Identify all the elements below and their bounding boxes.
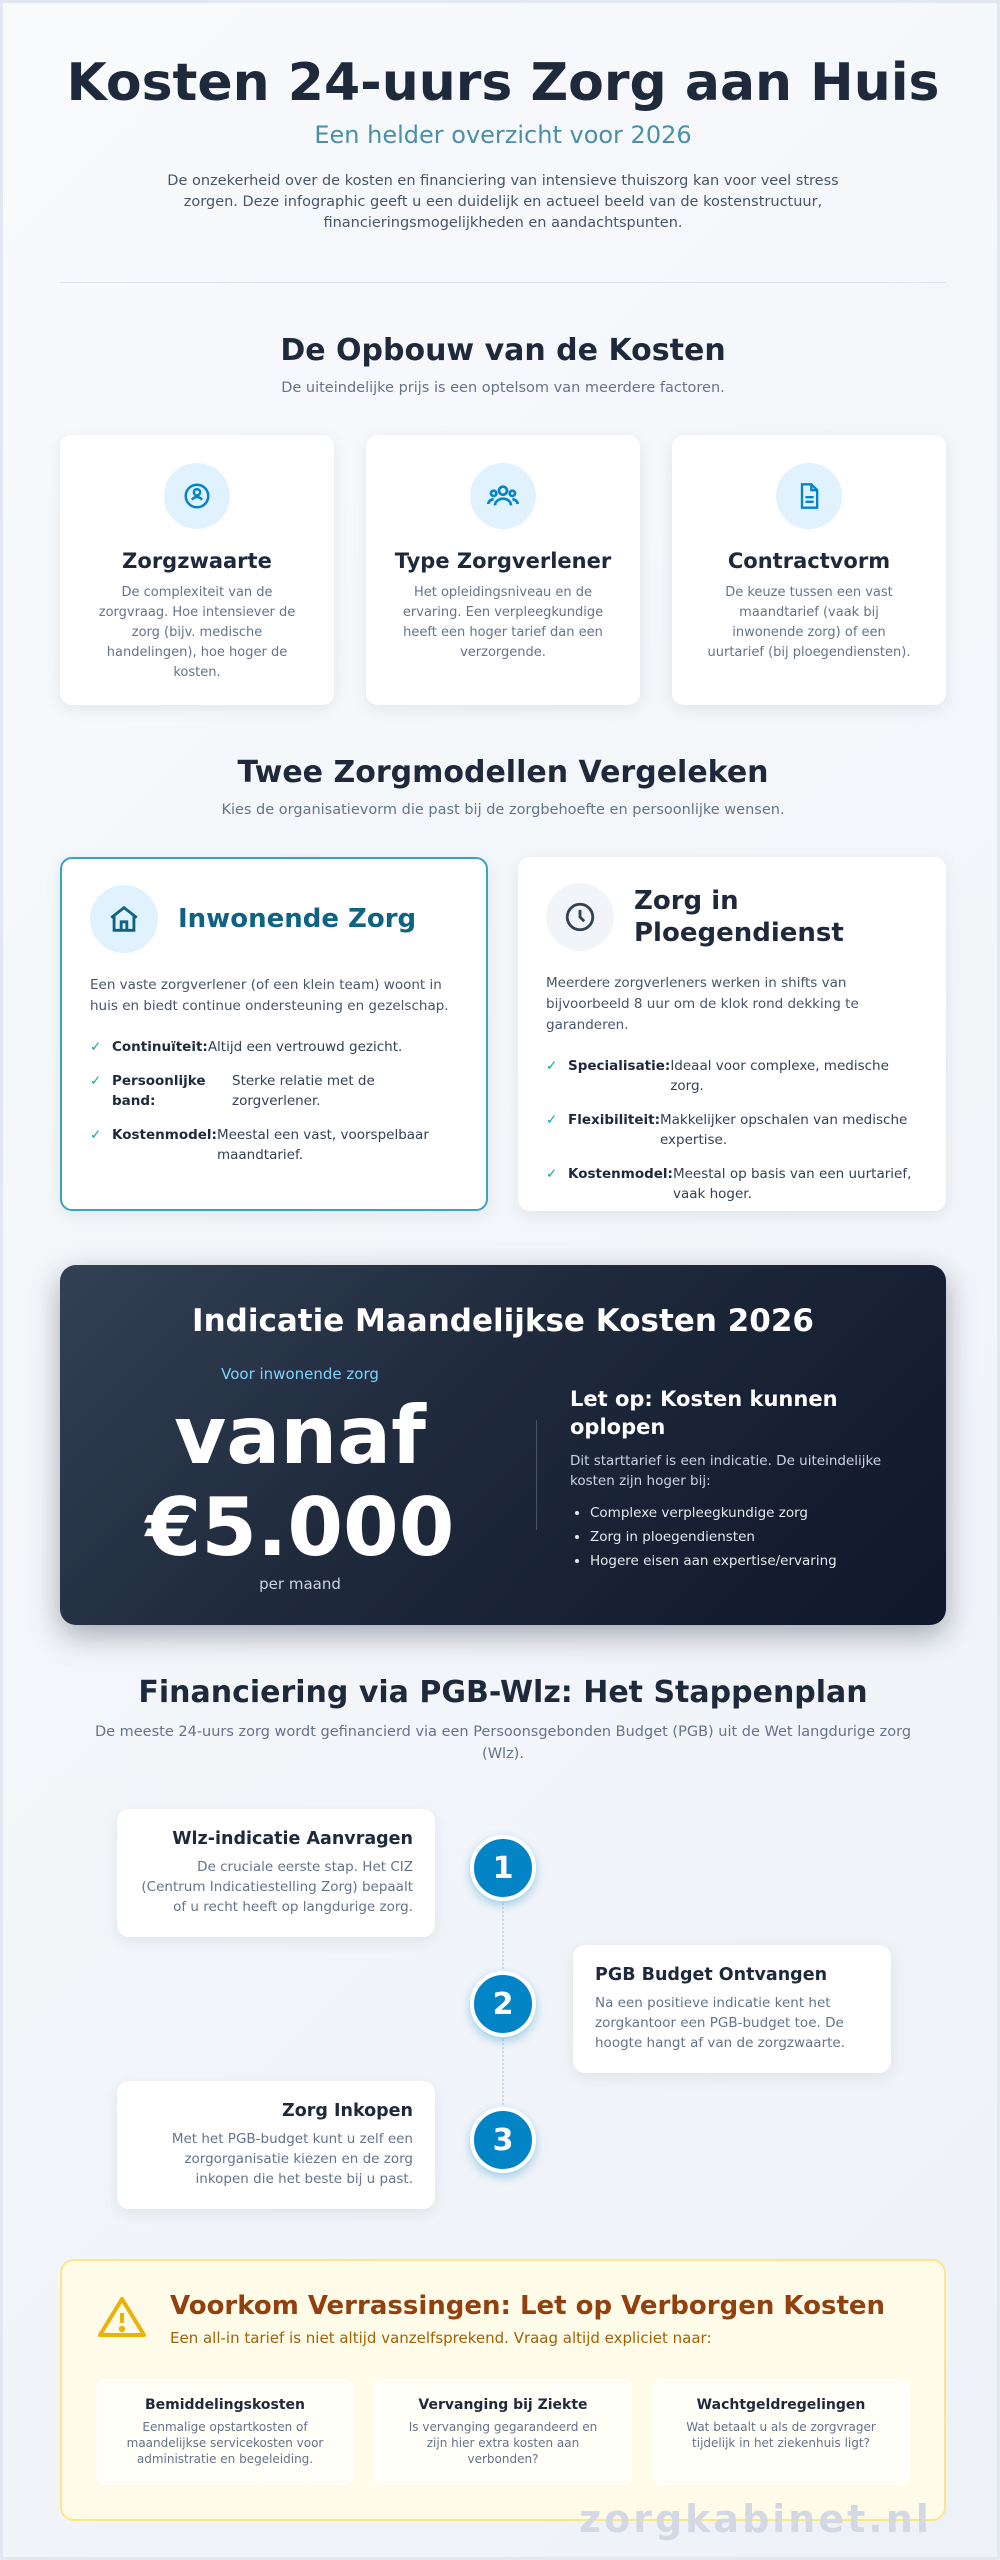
feature-value: Meestal op basis van een uurtarief, vaak hoger. [672, 1166, 912, 1202]
model-desc: Meerdere zorgverleners werken in shifts van bijvoorbeeld 8 uur om de klok rond dekking te garanderen. [546, 975, 859, 1033]
hidden-cost-item [652, 2379, 910, 2485]
model-title: Zorg in Ploegendienst [634, 886, 844, 948]
hidden-cost-title: Vervanging bij Ziekte [418, 2397, 588, 2413]
cost-note-title: Let op: Kosten kunnen oplopen [570, 1387, 838, 1439]
feature-item [546, 1110, 918, 1150]
feature-key: Flexibiliteit: [568, 1112, 660, 1128]
model-card-ploegendienst [518, 857, 946, 1211]
price-label: Voor inwonende zorg [221, 1365, 379, 1383]
monthly-cost-title: Indicatie Maandelijkse Kosten 2026 [192, 1303, 814, 1339]
document-icon [776, 463, 842, 529]
feature-item [546, 1164, 918, 1204]
feature-key: Specialisatie: [568, 1058, 671, 1074]
monthly-cost-box [60, 1265, 946, 1625]
model-card-inwonend [60, 857, 488, 1211]
models-section-title: Twee Zorgmodellen Vergeleken [237, 755, 769, 790]
page-subtitle: Een helder overzicht voor 2026 [314, 121, 692, 149]
model-title: Inwonende Zorg [178, 904, 417, 934]
step-title: Zorg Inkopen [282, 2101, 413, 2121]
cost-card-title: Zorgzwaarte [122, 549, 272, 573]
cost-note [570, 1385, 910, 1573]
step-connector [502, 1899, 504, 1969]
models-section-subtitle: Kies de organisatievorm die past bij de zorgbehoefte en persoonlijke wensen. [221, 802, 785, 818]
cost-section-title: De Opbouw van de Kosten [280, 333, 726, 368]
hidden-cost-text: Wat betaalt u als de zorgvrager tijdelijk in het ziekenhuis ligt? [686, 2420, 876, 2450]
cost-card-title: Contractvorm [727, 549, 891, 573]
feature-value: Ideaal voor complexe, medische zorg. [670, 1058, 889, 1094]
users-group-icon [470, 463, 536, 529]
list-item: • Complexe verpleegkundige zorg [590, 1501, 910, 1525]
model-desc: Een vaste zorgverlener (of een klein team) woont in huis en biedt continue ondersteuning en gezelschap. [90, 977, 449, 1014]
step-card-2 [573, 1945, 891, 2073]
step-number-2: 2 [470, 1971, 536, 2037]
cost-card-text: De keuze tussen een vast maandtarief (vaak bij inwonende zorg) of een uurtarief (bij ploegendiensten). [707, 585, 911, 660]
home-icon [90, 885, 158, 953]
feature-item [90, 1125, 458, 1165]
feature-value: Meestal een vast, voorspelbaar maandtarief. [216, 1127, 429, 1163]
hidden-costs-box [60, 2259, 946, 2521]
hidden-cost-item [96, 2379, 354, 2485]
check-icon: ✓ [90, 1127, 102, 1143]
price-value: €5.000 [145, 1481, 455, 1574]
price-prefix: vanaf [174, 1389, 426, 1482]
feature-value: Makkelijker opschalen van medische expertise. [659, 1112, 908, 1148]
hidden-cost-text: Eenmalige opstartkosten of maandelijkse servicekosten voor administratie en begeleiding. [126, 2420, 324, 2466]
cost-card-text: De complexiteit van de zorgvraag. Hoe intensiever de zorg (bijv. medische handelingen), hoe hoger de kosten. [98, 585, 296, 680]
check-icon: ✓ [546, 1058, 558, 1074]
cost-card-zorgzwaarte [60, 435, 334, 705]
divider [536, 1420, 537, 1530]
warning-icon [98, 2295, 146, 2343]
hidden-costs-subtitle: Een all-in tarief is niet altijd vanzelfsprekend. Vraag altijd expliciet naar: [170, 2329, 712, 2347]
divider [60, 282, 946, 283]
financing-section-subtitle: De meeste 24-uurs zorg wordt gefinancierd via een Persoonsgebonden Budget (PGB) uit de Wet langdurige zorg (Wlz). [94, 1724, 912, 1762]
cost-card-title: Type Zorgverlener [394, 549, 612, 573]
check-icon: ✓ [90, 1039, 102, 1055]
list-item: • Hogere eisen aan expertise/ervaring [590, 1549, 910, 1573]
intro-text: De onzekerheid over de kosten en financiering van intensieve thuiszorg kan voor veel stress zorgen. Deze infographic geeft u een duidelijk en actueel beeld van de kostenstructuur, financieringsmogelijkheden en aandachtspunten. [167, 173, 839, 231]
hidden-cost-text: Is vervanging gegarandeerd en zijn hier extra kosten aan verbonden? [408, 2420, 598, 2466]
price-block [100, 1365, 500, 1593]
step-title: PGB Budget Ontvangen [595, 1965, 828, 1985]
clock-icon [546, 883, 614, 951]
watermark: zorgkabinet.nl [579, 2497, 932, 2541]
hidden-cost-title: Wachtgeldregelingen [696, 2397, 866, 2413]
step-text: De cruciale eerste stap. Het CIZ (Centrum Indicatiestelling Zorg) bepaalt of u recht heeft op langdurige zorg. [141, 1859, 413, 1915]
step-card-1 [117, 1809, 435, 1937]
feature-item [90, 1037, 458, 1057]
feature-key: Kostenmodel: [112, 1127, 217, 1143]
step-title: Wlz-indicatie Aanvragen [172, 1829, 413, 1849]
step-connector [502, 2035, 504, 2105]
feature-item [546, 1056, 918, 1096]
cost-note-list [570, 1501, 910, 1573]
step-text: Met het PGB-budget kunt u zelf een zorgorganisatie kiezen en de zorg inkopen die het beste bij u past. [171, 2131, 413, 2187]
cost-card-text: Het opleidingsniveau en de ervaring. Een verpleegkundige heeft een hoger tarief dan een verzorgende. [402, 585, 604, 660]
step-card-3 [117, 2081, 435, 2209]
page-title: Kosten 24-uurs Zorg aan Huis [66, 53, 940, 113]
list-item: • Zorg in ploegendiensten [590, 1525, 910, 1549]
feature-value: Sterke relatie met de zorgverlener. [232, 1073, 375, 1109]
feature-key: Persoonlijke band: [112, 1073, 206, 1109]
feature-value: Altijd een vertrouwd gezicht. [207, 1039, 403, 1055]
step-number-3: 3 [470, 2107, 536, 2173]
hidden-cost-title: Bemiddelingskosten [144, 2397, 306, 2413]
hidden-cost-item [374, 2379, 632, 2485]
step-number-1: 1 [470, 1835, 536, 1901]
cost-section-subtitle: De uiteindelijke prijs is een optelsom van meerdere factoren. [281, 380, 725, 396]
check-icon: ✓ [90, 1073, 102, 1089]
care-intensity-icon [164, 463, 230, 529]
check-icon: ✓ [546, 1112, 558, 1128]
price-period: per maand [259, 1575, 341, 1593]
step-text: Na een positieve indicatie kent het zorgkantoor een PGB-budget toe. De hoogte hangt af van de zorgzwaarte. [595, 1995, 846, 2051]
cost-card-type-zorgverlener [366, 435, 640, 705]
feature-item [90, 1071, 458, 1111]
financing-section-title: Financiering via PGB-Wlz: Het Stappenplan [138, 1675, 868, 1710]
feature-key: Kostenmodel: [568, 1166, 673, 1182]
check-icon: ✓ [546, 1166, 558, 1182]
feature-key: Continuïteit: [112, 1039, 208, 1055]
hidden-costs-title: Voorkom Verrassingen: Let op Verborgen Kosten [170, 2291, 886, 2321]
cost-card-contractvorm [672, 435, 946, 705]
cost-note-text: Dit starttarief is een indicatie. De uiteindelijke kosten zijn hoger bij: [570, 1453, 882, 1489]
